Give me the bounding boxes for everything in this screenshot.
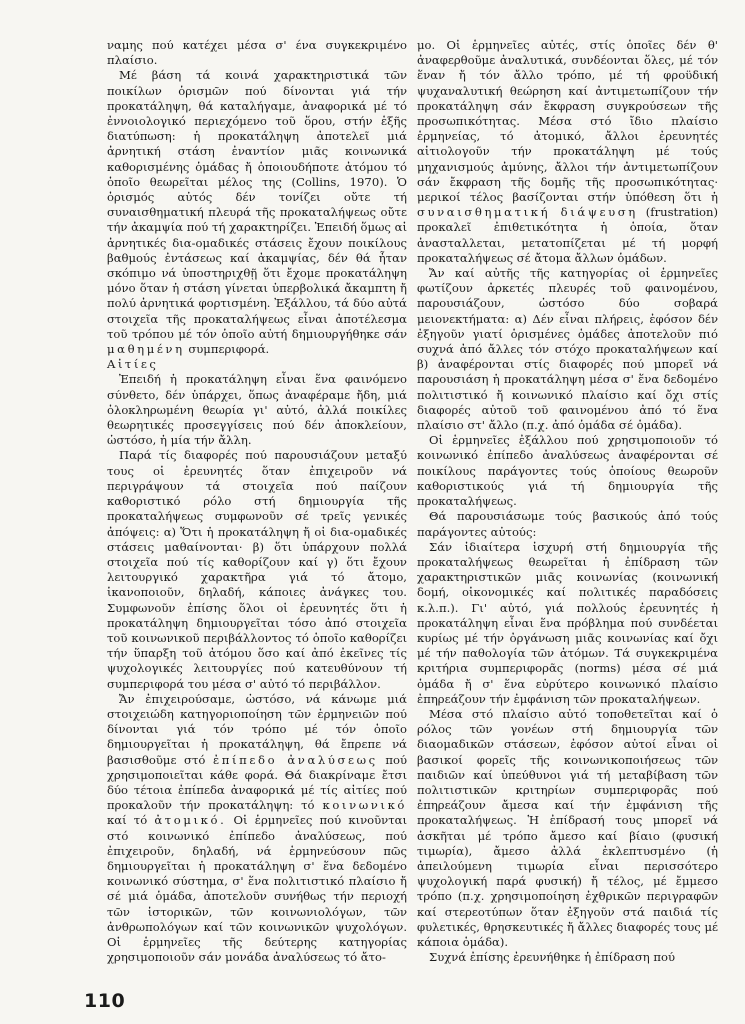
spaced-emphasis: μαθημένη <box>107 342 185 357</box>
paragraph: Ἄν καί αὐτῆς τῆς κατηγορίας οἱ ἑρμηνεῖες φωτίζουν ἀρκετές πλευρές τοῦ φαινομένου, παρουσιάζουν, ὡστόσο δύο σοβαρά μειονεκτήματα: α) Δέν εἶναι πλήρεις, ἐφόσον δέν ἐξηγοῦν γιατί ὁρισμένες ὁμάδες ἀποτελοῦν πιό συχνά ἀπό ἄλλες τόν στόχο προκαταλήψεων καί β) ἀναφέρονται στίς διαφορές πού μπορεῖ νά παρουσιάση ἡ προκατάληψη μέσα σ' ἕνα δεδομένο πολιτιστικό ἤ κοινωνικό πλαίσιο καί ὄχι στίς διαφορές αὐτοῦ τοῦ φαινομένου ἀπό τό ἕνα πλαίσιο στ' ἄλλο (π.χ. ἀπό ὁμάδα σέ ὁμάδα). <box>417 266 718 433</box>
spaced-emphasis: συναισθηματική διάψευση <box>417 205 638 220</box>
page-number: 110 <box>84 990 126 1012</box>
spaced-emphasis: κοινωνικό <box>322 798 407 813</box>
paragraph: Οἱ ἑρμηνεῖες ἐξάλλου πού χρησιμοποιοῦν τό κοινωνικό ἐπίπεδο ἀναλύσεως ἀναφέρονται σέ ποικίλους παράγοντες τούς ὁποίους θεωροῦν καθοριστικούς γιά τή δημιουργία τῆς προκαταλήψεως. <box>417 433 718 509</box>
paragraph: Συχνά ἐπίσης ἐρευνήθηκε ἡ ἐπίδραση πού <box>429 950 676 965</box>
left-column <box>107 38 407 965</box>
paragraph: Ἄν ἐπιχειρούσαμε, ὡστόσο, νά κάνωμε μιά στοιχειώδη κατηγοριοποίηση τῶν ἑρμηνειῶν πού δίνονται γιά τόν τρόπο μέ τόν ὁποῖο δημιουργεῖται ἡ προκατάληψη, θά ἔπρεπε νά βασισθοῦμε στό ἐπίπεδο ἀναλύσεως πού χρησιμοποιεῖται κάθε φορά. Θά διακρίναμε ἔτσι δύο τέτοια ἐπίπεδα ἀναφορικά μέ τίς αἰτίες πού προκαλοῦν τήν προκατάληψη: τό κοινωνικό καί τό ἀτομικό. Οἱ ἑρμηνεῖες πού κινοῦνται στό κοινωνικό ἐπίπεδο ἀναλύσεως, πού ἐπιχειροῦν, δηλαδή, νά ἑρμηνεύσουν πῶς δημιουργεῖται ἡ προκατάληψη σ' ἕνα δεδομένο κοινωνικό σύστημα, σ' ἕνα πολιτιστικό πλαίσιο ἤ σέ μιά ὁμάδα, ἀποτελοῦν συνήθως τήν περιοχή τῶν ἱστορικῶν, τῶν κοινωνιολόγων, τῶν ἀνθρωπολόγων καί τῶν κοινωνικῶν ψυχολόγων. Οἱ ἑρμηνεῖες τῆς δεύτερης κατηγορίας χρησιμοποιοῦν σάν μονάδα ἀναλύσεως τό ἄτο- <box>107 691 408 965</box>
spaced-emphasis: ἀτομικό. <box>154 813 227 828</box>
paragraph: Ἐπειδή ἡ προκατάληψη εἶναι ἕνα φαινόμενο σύνθετο, δέν ὑπάρχει, ὅπως ἀναφέραμε ἤδη, μιά ὁλοκληρωμένη θεωρία γι' αὐτό, ἀλλά ποικίλες θεωρητικές προσεγγίσεις πού δέν ἀποκλείουν, ὡστόσο, ἡ μία τήν ἄλλη. <box>107 372 407 448</box>
paragraph: Παρά τίς διαφορές πού παρουσιάζουν μεταξύ τους οἱ ἐρευνητές ὅταν ἐπιχειροῦν νά περιγράψουν τά στοιχεῖα πού παίζουν καθοριστικό ρόλο στή δημιουργία τῆς προκαταλήψεως συμφωνοῦν σέ τρεῖς γενικές ἀπόψεις: α) Ὅτι ἡ προκατάληψη ἤ οἱ δια-ομαδικές στάσεις μαθαίνονται· β) ὅτι ὑπάρχουν πολλά στοιχεῖα πού τίς καθορίζουν καί γ) ὅτι ἔχουν λειτουργικό χαρακτῆρα γιά τό ἄτομο, ἱκανοποιοῦν, δηλαδή, κάποιες ἀνάγκες του. Συμφωνοῦν ἐπίσης ὅλοι οἱ ἐρευνητές ὅτι ἡ προκατάληψη δημιουργεῖται τόσο ἀπό στοιχεῖα τοῦ κοινωνικοῦ περιβάλλοντος τό ὁποῖο καθορίζει τήν ὕπαρξη τοῦ ἀτόμου ὅσο καί ἀπό ἐκεῖνες τίς ψυχολογικές λειτουργίες πού κατευθύνουν τή συμπεριφορά του μέσα σ' αὐτό τό περιβάλλον. <box>107 448 407 691</box>
paragraph: Θά παρουσιάσωμε τούς βασικούς ἀπό τούς παράγοντες αὐτούς: <box>417 509 718 539</box>
spaced-emphasis: ἐπίπεδο ἀναλύσεως <box>212 752 378 767</box>
paragraph: μο. Οἱ ἑρμηνεῖες αὐτές, στίς ὁποῖες δέν θ' ἀναφερθοῦμε ἀναλυτικά, συνδέονται ὅλες, μέ τόν ἕναν ἤ τόν ἄλλο τρόπο, μέ τή φροϋδική ψυχαναλυτική θεώρηση καί ἀντιμετωπίζουν τήν προκατάληψη σάν ἔκφραση συγκρούσεων τῆς προσωπικότητας. Μέσα στό ἴδιο πλαίσιο ἑρμηνείας, τό ἀτομικό, ἄλλοι ἐρευνητές αἰτιολογοῦν τήν προκατάληψη μέ τούς μηχανισμούς ἀμύνης, ἄλλοι τήν ἀντιμετωπίζουν σάν ἔκφραση τῆς δομῆς τῆς προσωπικότητας· μερικοί τέλος βασίζονται στήν ὑπόθεση ὅτι ἡ συναισθηματική διάψευση (frustration) προκαλεῖ ἐπιθετικότητα ἡ ὁποία, ὅταν ἀνασταλλεται, μετατοπίζεται μέ τή μορφή προκαταλήψεως σέ ἄτομα ἄλλων ὁμάδων. <box>417 38 719 265</box>
section-heading: Αἰτίες <box>107 357 159 372</box>
paragraph: Μέσα στό πλαίσιο αὐτό τοποθετεῖται καί ὁ ρόλος τῶν γονέων στή δημιουργία τῶν διαομαδικῶν στάσεων, ἐφόσον αὐτοί εἶναι οἱ βασικοί φορεῖς τῆς κοινωνικοποιήσεως τῶν παιδιῶν καί ὑπεύθυνοι γιά τή μεταβίβαση τῶν πολιτιστικῶν κριτηρίων συμπεριφορᾶς πού ἐπηρεάζουν ἄμεσα καί τήν ἐμφάνιση τῆς προκαταλήψεως. Ἡ ἐπίδρασή τους μπορεῖ νά ἀσκῆται μέ τρόπο ἄμεσο καί βίαιο (φυσική τιμωρία), ἄμεσο ἀλλά ἐκλεπτυσμένο (ἡ ἀπειλούμενη τιμωρία εἶναι περισσότερο ψυχολογική παρά φυσική) ἤ τέλος, μέ ἔμμεσο τρόπο (π.χ. χρησιμοποίηση ἐχθρικῶν περιγραφῶν καί στερεοτύπων ὅταν ἐξηγοῦν στά παιδιά τίς φυλετικές, θρησκευτικές ἤ ἄλλες διαφορές τους μέ κάποια ὁμάδα). <box>417 706 718 949</box>
right-column <box>417 38 718 965</box>
paragraph: Σάν ἰδιαίτερα ἰσχυρή στή δημιουργία τῆς προκαταλήψεως θεωρεῖται ἡ ἐπίδραση τῶν χαρακτηριστικῶν μιᾶς κοινωνίας (κοινωνική δομή, οἰκονομικές καί πολιτικές παραδόσεις κ.λ.π.). Γι' αὐτό, γιά πολλούς ἐρευνητές ἡ προκατάληψη εἶναι ἕνα πρόβλημα πού συνδέεται κυρίως μέ τήν ὀργάνωση μιᾶς κοινωνίας καί ὄχι μέ τήν παθολογία τῶν ἀτόμων. Τά συγκεκριμένα κριτήρια συμπεριφορᾶς (norms) μέσα σέ μιά ὁμάδα ἤ σ' ἕνα εὐρύτερο κοινωνικό πλαίσιο ἐπηρεάζουν τήν ἐμφάνιση τῶν προκαταλήψεων. <box>417 539 718 706</box>
paragraph: Μέ βάση τά κοινά χαρακτηριστικά τῶν ποικίλων ὁρισμῶν πού δίνονται γιά τήν προκατάληψη, θά καταλήγαμε, ἀναφορικά μέ τό ἐννοιολογικό περιεχόμενο τοῦ ὅρου, στήν ἑξῆς διατύπωση: ἡ προκατάληψη ἀποτελεῖ μιά ἀρνητική στάση ἐναντίον μιᾶς κοινωνικά καθορισμένης ὁμάδας ἤ ὁποιουδήποτε ἀτόμου τό ὁποῖο θεωρεῖται μέλος της (Collins, 1970). Ὁ ὁρισμός αὐτός δέν τονίζει οὔτε τή συναισθηματική πλευρά τῆς προκαταλήψεως οὔτε τήν ἀκαμψία πού τή χαρακτηρίζει. Ἐπειδή ὅμως αἱ ἀρνητικές δια-ομαδικές στάσεις ἔχουν ποικίλους βαθμούς ἐντάσεως καί ἀκαμψίας, δέν θά ἦταν σκόπιμο νά ὑποστηριχθῇ ὅτι ἔχομε προκατάληψη μόνο ὅταν ἡ στάση γίνεται ὑπερβολικά ἄκαμπτη ἤ πολύ ἀρνητικά φορτισμένη. Ἐξάλλου, τά δύο αὐτά στοιχεῖα τῆς προκαταλήψεως εἶναι ἀποτέλεσμα τοῦ τρόπου μέ τόν ὁποῖο αὐτή δημιουργήθηκε σάν μαθημένη συμπεριφορά. <box>107 68 407 357</box>
paragraph: ναμης πού κατέχει μέσα σ' ένα συγκεκριμένο πλαίσιο. <box>107 38 407 68</box>
